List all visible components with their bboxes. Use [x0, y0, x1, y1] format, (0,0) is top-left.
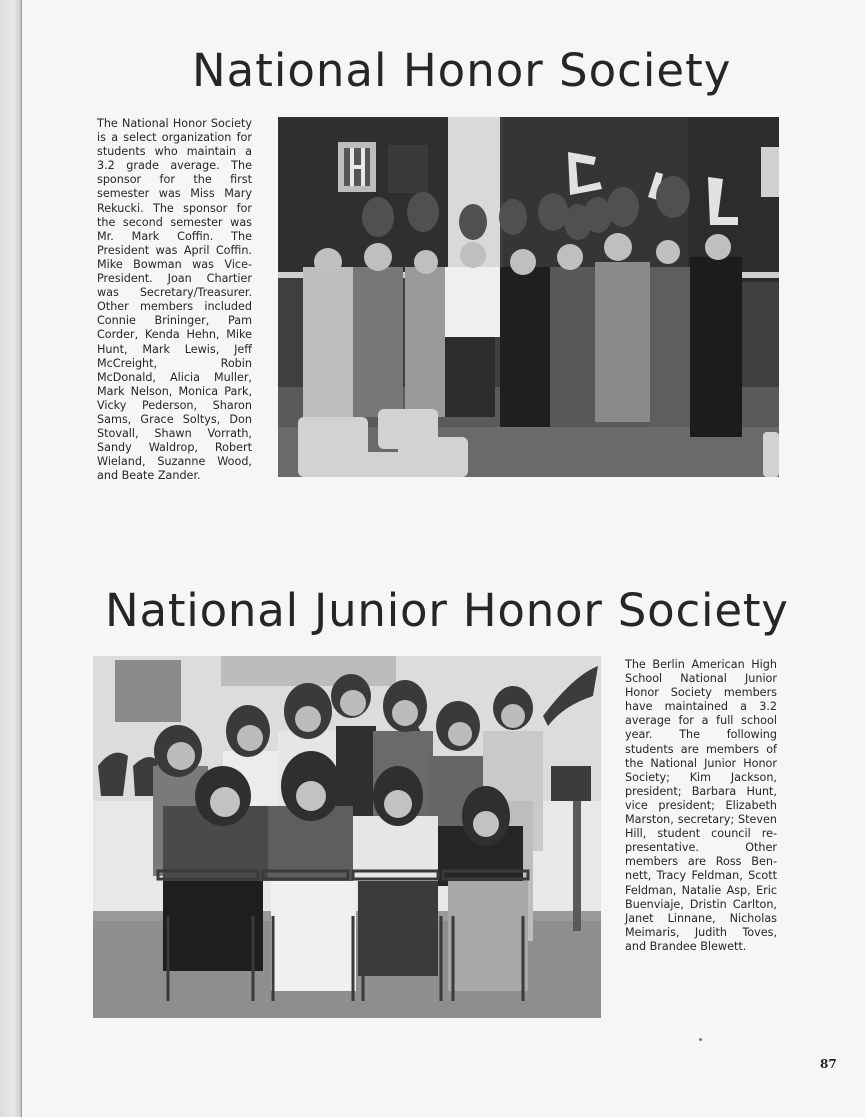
nhs-photo-image: [278, 117, 779, 477]
njhs-photo-image: [93, 656, 601, 1018]
njhs-group-photo: [93, 656, 601, 1018]
nhs-description: The National Honor Society is a select organization for students who maintain a 3.2 grade average. The sponsor for the first semester was Miss Mary Rekucki. The sponsor for the second semester was Mr. Mark Coffin. The President was April Coffin. Mike Bowman was Vice-President. Joan Chartier was Secretary/Treasurer. Other members included Connie Brininger, Pam Corder, Kenda Hehn, Mike Hunt, Mark Lewis, Jeff McCreight, Robin McDonald, Alicia Muller, Mark Nelson, Monica Park, Vicky Pederson, Sharon Sams, Grace Soltys, Don Stovall, Shawn Vorrath, Sandy Waldrop, Robert Wieland, Suzanne Wood, and Beate Zander.: [97, 117, 252, 483]
njhs-title: National Junior Honor Society: [105, 584, 789, 637]
njhs-description: The Berlin American High School National Junior Honor Society members have maintained a 3.2 average for a full school year. The following students are members of the National Junior Honor Society; Kim Jackson, president; Barbara Hunt, vice president; Elizabeth Marston, secretary; Steven Hill, student council representative. Other members are Ross Bennett, Tracy Feldman, Scott Feldman, Natalie Asp, Eric Buenviaje, Dristin Carlton, Janet Linnane, Nicholas Meimaris, Judith Toves, and Brandee Blewett.: [625, 658, 777, 953]
page-number: 87: [820, 1057, 837, 1071]
nhs-group-photo: [278, 117, 779, 477]
print-speck: [699, 1038, 702, 1041]
page-gutter: [0, 0, 22, 1117]
nhs-title: National Honor Society: [192, 44, 732, 97]
